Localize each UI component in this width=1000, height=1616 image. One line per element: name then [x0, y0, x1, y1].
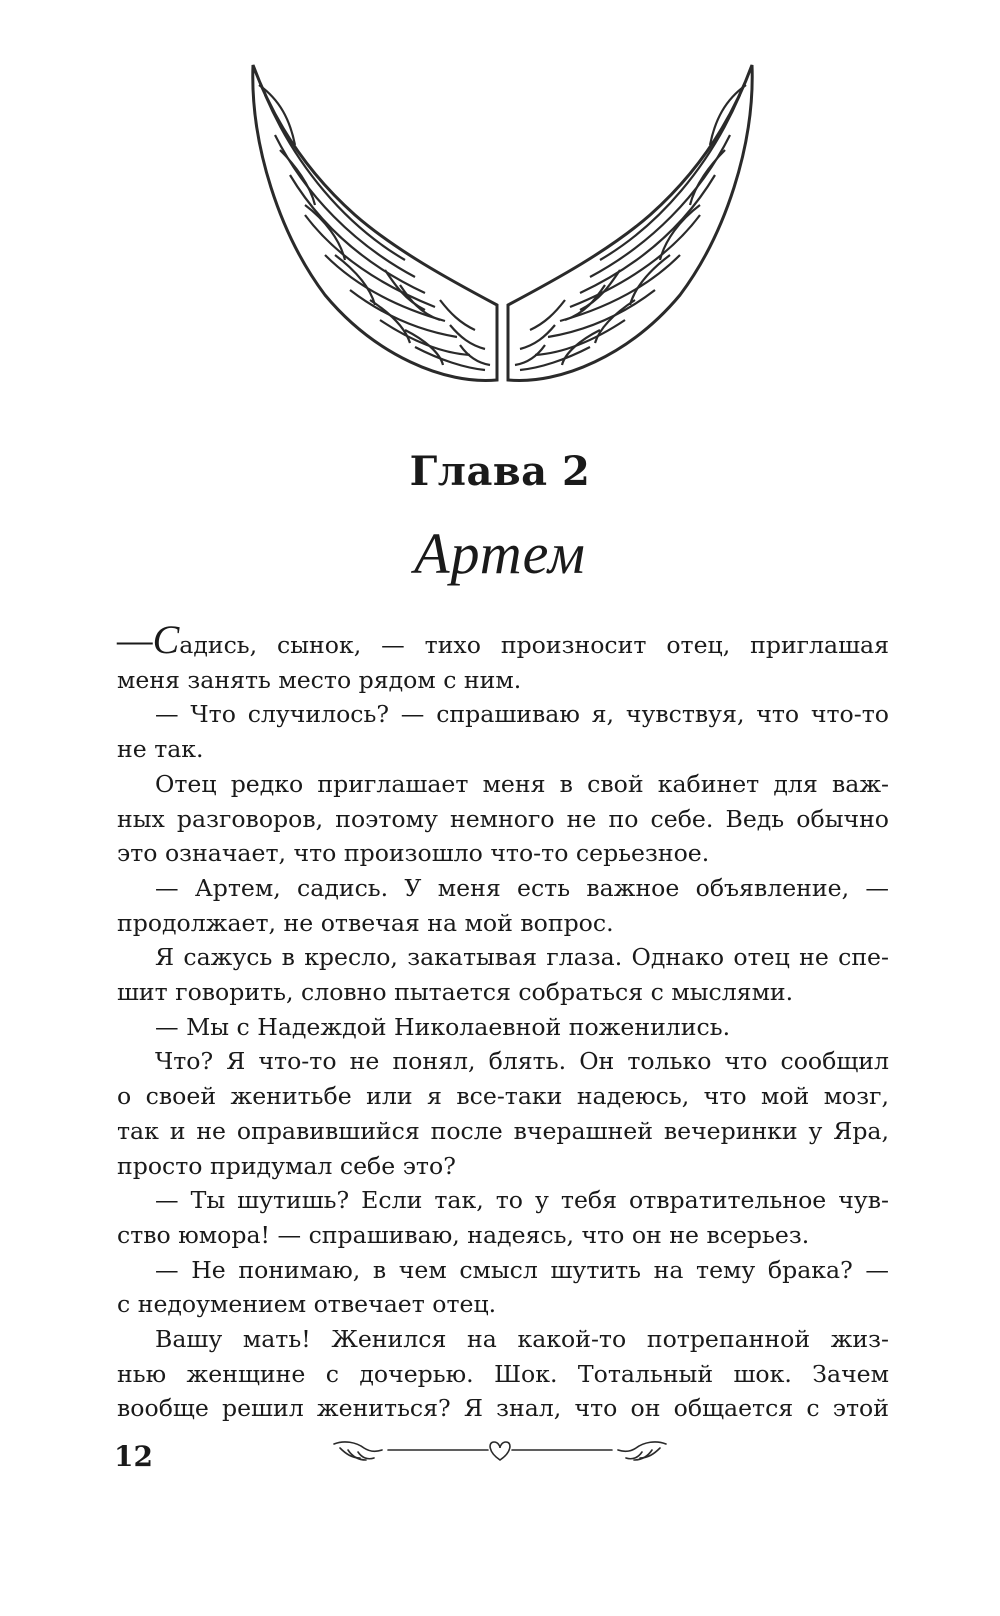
- text-line: Отец редко приглашает меня в свой кабинет для важ-: [155, 769, 889, 798]
- text-line: не так.: [117, 735, 204, 764]
- paragraph: [117, 617, 889, 697]
- drop-cap: —С: [117, 617, 180, 662]
- text-line: вообще решил жениться? Я знал, что он общается с этой: [117, 1394, 889, 1423]
- paragraph: [117, 1044, 889, 1183]
- text-line: это означает, что произошло что-то серьезное.: [117, 839, 710, 868]
- paragraph: [117, 940, 889, 1009]
- text-line: Вашу мать! Женился на какой-то потрепанной жиз-: [155, 1325, 889, 1354]
- text-line: шит говорить, словно пытается собраться с мыслями.: [117, 978, 794, 1007]
- text-line: меня занять место рядом с ним.: [117, 665, 522, 694]
- paragraph: [117, 871, 889, 940]
- chapter-title: Глава 2: [409, 448, 591, 495]
- text-line: продолжает, не отвечая на мой вопрос.: [117, 908, 614, 937]
- text-line: с недоумением отвечает отец.: [117, 1290, 497, 1319]
- page-number: 12: [114, 1440, 153, 1473]
- text-line: — Что случилось? — спрашиваю я, чувствуя, что что-то: [155, 700, 889, 729]
- text-line: — Не понимаю, в чем смысл шутить на тему брака? —: [155, 1255, 889, 1284]
- text-line: ство юмора! — спрашиваю, надеясь, что он не всерьез.: [117, 1220, 810, 1249]
- text-line: —Садись, сынок, — тихо произносит отец, приглашая: [117, 617, 889, 662]
- text-line: — Ты шутишь? Если так, то у тебя отвратительное чув-: [155, 1186, 889, 1215]
- wings-heart-divider-icon: [330, 1430, 670, 1470]
- paragraph: [117, 697, 889, 766]
- text-line: — Артем, садись. У меня есть важное объявление, —: [155, 873, 889, 902]
- text-line: Что? Я что-то не понял, блять. Он только что сообщил: [155, 1047, 889, 1076]
- paragraph: [117, 1010, 889, 1045]
- text-line: просто придумал себе это?: [117, 1151, 456, 1180]
- paragraph: [117, 1253, 889, 1322]
- chapter-subtitle: Артем: [414, 521, 586, 586]
- text-line: о своей женитьбе или я все-таки надеюсь, что мой мозг,: [117, 1082, 889, 1111]
- paragraph: [117, 767, 889, 871]
- text-line: Я сажусь в кресло, закатывая глаза. Однако отец не спе-: [155, 943, 889, 972]
- text-line: — Мы с Надеждой Николаевной поженились.: [155, 1012, 731, 1041]
- text-line: так и не оправившийся после вчерашней вечеринки у Яра,: [117, 1116, 889, 1145]
- chapter-body: [117, 617, 889, 1426]
- angel-wings-illustration: [235, 55, 770, 415]
- text-line: ных разговоров, поэтому немного не по себе. Ведь обычно: [117, 804, 889, 833]
- text-line: нью женщине с дочерью. Шок. Тотальный шок. Зачем: [117, 1359, 889, 1388]
- paragraph: [117, 1183, 889, 1252]
- paragraph: [117, 1322, 889, 1426]
